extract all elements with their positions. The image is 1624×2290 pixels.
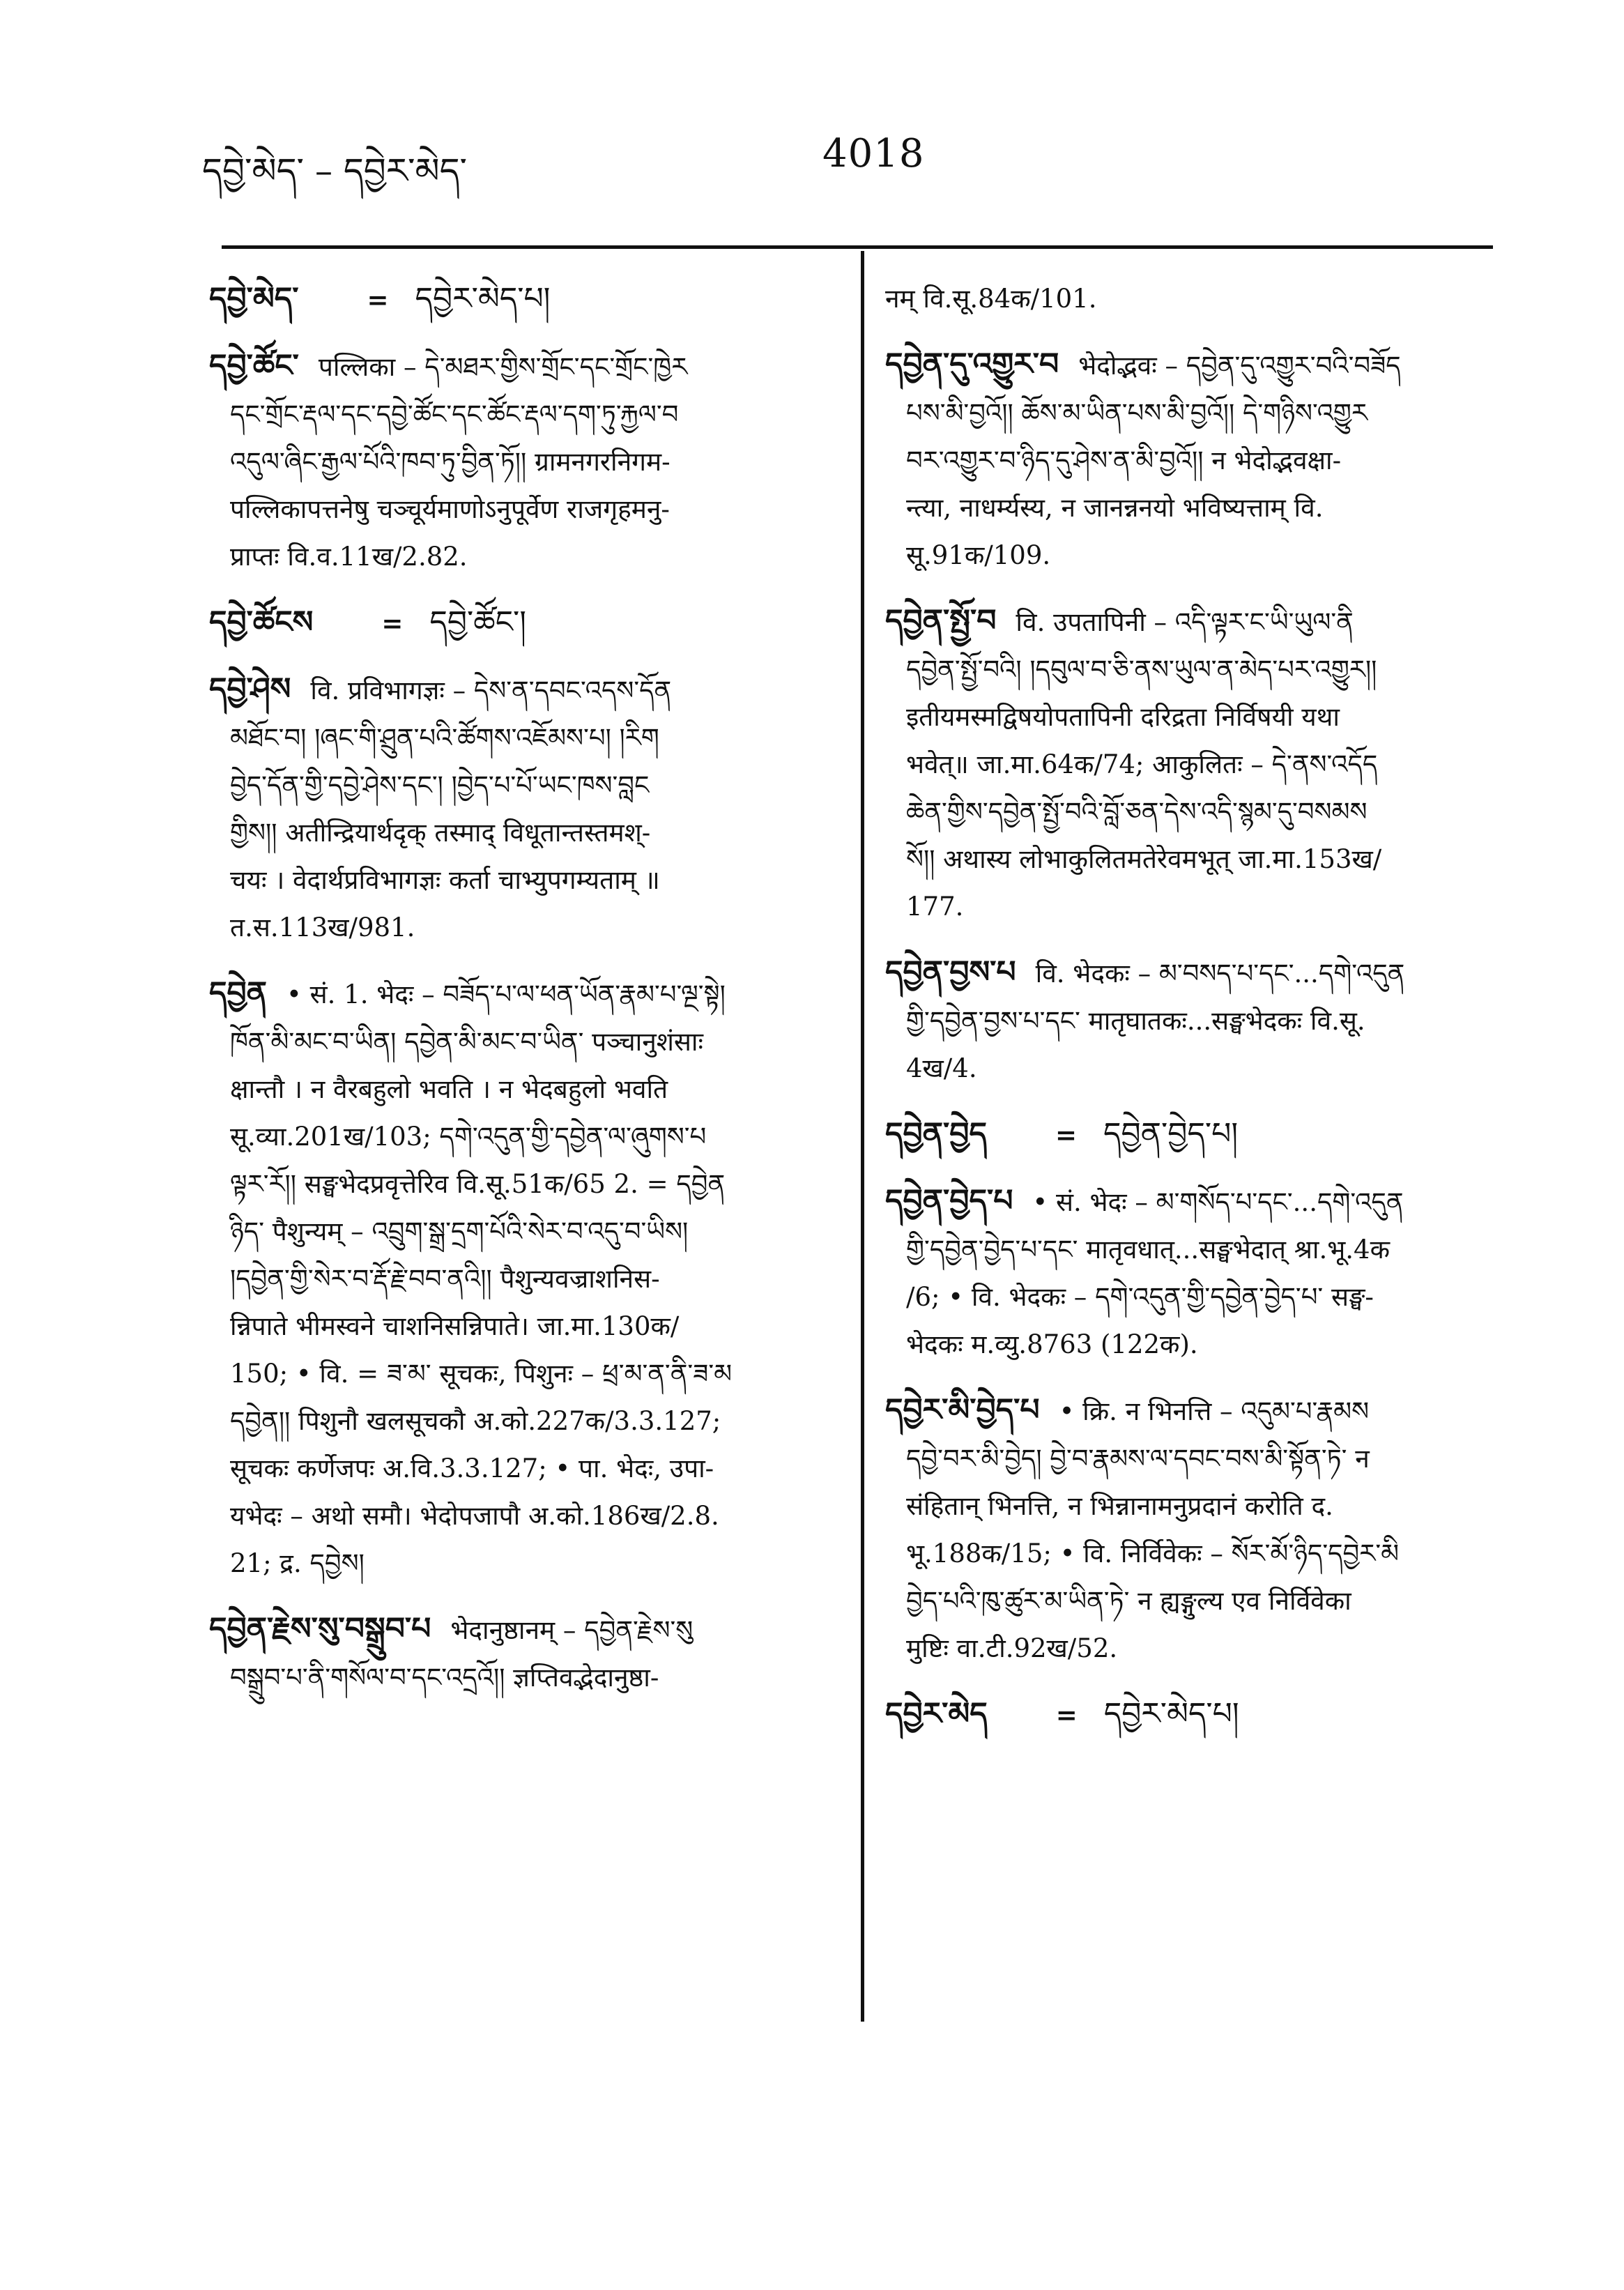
page-number: 4018: [822, 131, 925, 176]
definition-text: དབྱེན་སྤྱོ་བའི། །དབུལ་བ་ཅི་ནས་ཡུལ་ན་མེད་པར་འགྱུར།།: [906, 655, 1377, 685]
definition-text: वि. भेदकः – མ་བསད་པ་དང་...དགེ་འདུན: [1035, 959, 1405, 988]
definition-text: བྱེད་པའི་ཁུ་ཚུར་མ་ཡིན་ཏེ་ न ह्यङ्गुल्य एव निर्विवेका: [906, 1586, 1351, 1616]
definition-text: 21; द्र. དབྱེས།: [230, 1548, 365, 1578]
definition-text: न्त्या, नाधर्म्यस्य, न जानन्ननयो भविष्यत्ताम् वि.: [906, 493, 1324, 523]
definition-text: वि. उपतापिनी – འདི་ལྟར་ང་ཡི་ཡུལ་ནི: [1016, 607, 1354, 637]
entry-line: [885, 532, 1492, 579]
headword: དབྱེན་བྱེད་པ: [885, 1183, 1013, 1219]
definition-text: བྱེད་དོན་གྱི་དབྱེ་ཤེས་དང་། །བྱེད་པ་པོ་ཡང་ཁས་བླང: [230, 770, 650, 800]
entry-line: [209, 1066, 836, 1113]
headword: དབྱེན་བྱས་པ: [885, 954, 1016, 990]
definition-text: ཉིད་ पैशुन्यम् – འབྲུག་སྒྲ་དྲག་པོའི་སེར་བ་འདུ་བ་ཡིས།: [230, 1216, 689, 1246]
definition-text: यभेदः – अथो समौ। भेदोपजापौ अ.को.186ख/2.8.: [230, 1501, 719, 1531]
entry-line: [209, 599, 836, 648]
dictionary-entry: [885, 1110, 1492, 1159]
entry-line: [885, 949, 1492, 998]
header-rule: [222, 245, 1493, 249]
cross-reference: དབྱེར་མེད་པ།: [1103, 1696, 1239, 1732]
definition-text: न्निपाते भीमस्वने चाशनिसन्निपाते। जा.मा.130क/: [230, 1311, 680, 1341]
entry-line: [885, 1483, 1492, 1530]
entry-line: [209, 970, 836, 1018]
headword: དབྱེན་དུ་འགྱུར་བ: [885, 346, 1059, 382]
entry-line: [885, 390, 1492, 437]
definition-text: དབྱེ་བར་མི་བྱེད། བྱེ་བ་རྣམས་ལ་དབང་བས་མི་སྟོན་ཏེ་ न: [906, 1444, 1370, 1474]
definition-text: བསྒྲུབ་པ་ནི་གསོལ་བ་དང་འདྲའོ།། ज्ञप्तिवद्भेदानुष्ठा-: [230, 1663, 659, 1693]
cross-reference: དབྱེ་ཚོང་།: [429, 604, 527, 640]
entry-line: [209, 1208, 836, 1255]
definition-text: ཁོན་མི་མང་བ་ཡིན། དབྱེན་མི་མང་བ་ཡིན་ पञ्चानुशंसाः: [230, 1027, 703, 1057]
headword: དབྱེ་ཚོངས: [209, 604, 314, 640]
definition-text: • सं. भेदः – མ་གསོད་པ་དང་...དགེ་འདུན: [1032, 1187, 1404, 1217]
headword: དབྱེན: [209, 975, 268, 1011]
dictionary-entry: [885, 341, 1492, 579]
entry-line: [885, 1435, 1492, 1483]
definition-text: 150; • वि. = ཟ་མ་ सूचकः, पिशुनः – ཕྲ་མ་ན་ནི་ཟ་མ: [230, 1359, 733, 1389]
equals-sign: =: [1055, 1120, 1077, 1150]
headword: དབྱེན་བྱེད: [885, 1116, 987, 1152]
entry-line: [209, 391, 836, 438]
entry-line: [209, 438, 836, 486]
entry-line: [209, 1303, 836, 1350]
left-column: [209, 275, 836, 1720]
entry-line: [209, 1398, 836, 1445]
entry-line: [209, 715, 836, 762]
definition-text: मुष्टिः वा.टी.92ख/52.: [906, 1633, 1118, 1663]
right-column: [885, 275, 1492, 1757]
entry-line: [885, 1110, 1492, 1159]
entry-line: [885, 1578, 1492, 1625]
entry-line: [885, 437, 1492, 484]
dictionary-entry: [209, 666, 836, 952]
definition-text: भू.188क/15; • वि. निर्विवेकः – སོར་མོ་ཉིད་དབྱེར་མི: [906, 1539, 1400, 1568]
cross-reference: དབྱེན་བྱེད་པ།: [1103, 1116, 1239, 1152]
definition-text: གྱི་དབྱེན་བྱེད་པ་དང་ मातृवधात्...सङ्घभेदात् श्रा.भू.4क: [906, 1235, 1390, 1265]
headword: དབྱེར་མི་བྱེད་པ: [885, 1392, 1040, 1428]
entry-line: [209, 533, 836, 581]
dictionary-entry: [885, 1387, 1492, 1672]
entry-line: [885, 1387, 1492, 1435]
definition-text: མཐོང་བ། །ཞང་གི་ཤྲུན་པའི་ཚོགས་འཇོམས་པ། །རིག: [230, 723, 659, 753]
definition-text: नम् वि.सू.84क/101.: [885, 284, 1097, 314]
definition-text: བར་འགྱུར་བ་ཉིད་དུ་ཤེས་ན་མི་བྱའོ།། न भेदोद्भवक्षा-: [906, 445, 1342, 475]
entry-line: [209, 809, 836, 857]
definition-text: पल्लिकापत्तनेषु चञ्चूर्यमाणोऽनुपूर्वेण राजगृहमनु-: [230, 494, 670, 524]
definition-text: इतीयमस्मद्विषयोपतापिनी दरिद्रता निर्विषयी यथा: [906, 702, 1340, 732]
definition-text: पल्लिका – དེ་མཐར་གྱིས་གྲོང་དང་གྲོང་ཁྱེར: [318, 352, 688, 382]
entry-line: [885, 1321, 1492, 1368]
definition-text: • क्रि. न भिनत्ति – འདུམ་པ་རྣམས: [1059, 1396, 1370, 1426]
entry-line: [209, 666, 836, 715]
entry-line: [209, 1605, 836, 1654]
entry-line: [209, 1445, 836, 1493]
entry-line: [209, 1654, 836, 1702]
entry-line: [885, 883, 1492, 931]
equals-sign: =: [367, 284, 389, 315]
dictionary-entry: [885, 597, 1492, 931]
entry-line: [209, 1161, 836, 1208]
entry-line: [209, 1493, 836, 1540]
definition-text: त.स.113ख/981.: [230, 913, 415, 942]
entry-line: [209, 904, 836, 952]
headword: དབྱེ་མེད་: [209, 281, 299, 316]
entry-line: [885, 741, 1492, 788]
entry-line: [209, 1350, 836, 1398]
entry-line: [209, 1540, 836, 1587]
definition-text: सू.91क/109.: [906, 540, 1051, 570]
definition-text: सूचकः कर्णेजपः अ.वि.3.3.127; • पा. भेदः, उपा-: [230, 1453, 714, 1483]
dictionary-entry: [209, 1605, 836, 1702]
dictionary-entry: [885, 1177, 1492, 1368]
entry-line: [885, 646, 1492, 694]
definition-text: चयः । वेदार्थप्रविभागज्ञः कर्ता चाभ्युपगम्यताम् ॥: [230, 865, 660, 895]
entry-line: [209, 275, 836, 324]
entry-line: [209, 857, 836, 904]
definition-text: क्षान्तौ । न वैरबहुलो भवति । न भेदबहुलो भवति: [230, 1074, 668, 1104]
dictionary-entry: [209, 275, 836, 324]
entry-line: [885, 1045, 1492, 1092]
entry-line: [885, 836, 1492, 883]
dictionary-entry: [209, 970, 836, 1587]
entry-line: [885, 998, 1492, 1045]
headword: དབྱེ་ཤེས: [209, 671, 291, 707]
entry-line: [209, 762, 836, 809]
entry-line: [885, 1274, 1492, 1321]
definition-text: प्राप्तः वि.व.11ख/2.82.: [230, 542, 468, 572]
equals-sign: =: [1055, 1700, 1078, 1730]
definition-text: གྱིས།། अतीन्द्रियार्थदृक् तस्माद् विधूतान्तस्तमश्-: [230, 818, 651, 848]
headword: དབྱེར་མེད: [885, 1696, 988, 1732]
definition-text: भवेत्॥ जा.मा.64क/74; आकुलितः – དེ་ནས་འདོད: [906, 749, 1378, 779]
entry-line: [885, 1625, 1492, 1672]
definition-text: भेदोद्भवः – དབྱེན་དུ་འགྱུར་བའི་བཟོད: [1078, 351, 1401, 381]
definition-text: भेदानुष्ठानम् – དབྱེན་རྗེས་སུ: [450, 1615, 694, 1645]
definition-text: །དབྱེན་གྱི་སེར་བ་རྡོ་རྗེ་བབ་ནའི།། पैशुन्यवज्राशनिस-: [230, 1264, 660, 1294]
definition-text: सू.व्या.201ख/103; དགེ་འདུན་གྱི་དབྱེན་ལ་ཞུགས་པ: [230, 1122, 707, 1152]
entry-line: [885, 1690, 1492, 1739]
headword: དབྱེན་སྤྱོ་བ: [885, 603, 997, 639]
entry-line: [885, 1530, 1492, 1578]
entry-line: [209, 486, 836, 533]
entry-line: [209, 1113, 836, 1161]
definition-text: /6; • वि. भेदकः – དགེ་འདུན་གྱི་དབྱེན་བྱེད་པ་ सङ्घ-: [906, 1282, 1374, 1312]
definition-text: པས་མི་བྱའོ།། ཆོས་མ་ཡིན་པས་མི་བྱའོ།། དེ་གཉིས་འགྱུར: [906, 398, 1368, 428]
equals-sign: =: [381, 608, 404, 639]
entry-line: [885, 275, 1492, 323]
definition-text: 4ख/4.: [906, 1053, 977, 1083]
column-divider: [861, 251, 864, 2022]
definition-text: གྱི་དབྱེན་བྱས་པ་དང་ मातृघातकः...सङ्घभेदकः वि.सू.: [906, 1006, 1365, 1036]
definition-text: ལྟར་རོ།། सङ्घभेदप्रवृत्तेरिव वि.सू.51क/65 2. = དབྱེན: [230, 1169, 726, 1199]
entry-line: [885, 341, 1492, 390]
entry-line: [885, 1226, 1492, 1274]
definition-text: संहितान् भिनत्ति, न भिन्नानामनुप्रदानं करोति द.: [906, 1491, 1333, 1521]
dictionary-entry: [885, 1690, 1492, 1739]
definition-text: ཆེན་གྱིས་དབྱེན་སྤྱོ་བའི་བློ་ཅན་དེས་འདི་སྙམ་དུ་བསམས: [906, 797, 1368, 827]
entry-line: [209, 1255, 836, 1303]
definition-text: • सं. 1. भेदः – བཟོད་པ་ལ་ཕན་ཡོན་རྣམ་པ་ལྔ་སྟེ།: [286, 979, 726, 1009]
definition-text: འདུལ་ཞིང་རྒྱལ་པོའི་ཁབ་ཏུ་བྱིན་ཏོ།། ग्रामनगरनिगम-: [230, 447, 671, 477]
running-head: དབྱེ་མེད་ – དབྱེར་མེད་: [202, 151, 468, 191]
entry-line: [209, 1018, 836, 1066]
dictionary-entry: [885, 275, 1492, 323]
dictionary-entry: [209, 342, 836, 581]
definition-text: वि. प्रविभागज्ञः – དེས་ན་དབང་འདས་དོན: [310, 675, 672, 705]
entry-line: [885, 1177, 1492, 1226]
headword: དབྱེན་རྗེས་སུ་བསྒྲུབ་པ: [209, 1611, 431, 1647]
definition-text: भेदकः म.व्यु.8763 (122क).: [906, 1329, 1198, 1359]
definition-text: སོ།། अथास्य लोभाकुलितमतेरेवमभूत् जा.मा.153ख/: [906, 844, 1382, 874]
dictionary-entry: [209, 599, 836, 648]
definition-text: དང་གྲོང་རྡལ་དང་དབྱེ་ཚོང་དང་ཚོང་རྡལ་དག་ཏུ་རྐྱལ་བ: [230, 399, 679, 429]
entry-line: [885, 788, 1492, 836]
definition-text: 177.: [906, 892, 964, 922]
entry-line: [885, 694, 1492, 741]
cross-reference: དབྱེར་མེད་པ།: [415, 281, 551, 316]
entry-line: [885, 484, 1492, 532]
entry-line: [209, 342, 836, 391]
definition-text: དབྱེན།། पिशुनौ खलसूचकौ अ.को.227क/3.3.127;: [230, 1406, 721, 1436]
headword: དབྱེ་ཚོང་: [209, 348, 299, 383]
entry-line: [885, 597, 1492, 646]
dictionary-entry: [885, 949, 1492, 1092]
